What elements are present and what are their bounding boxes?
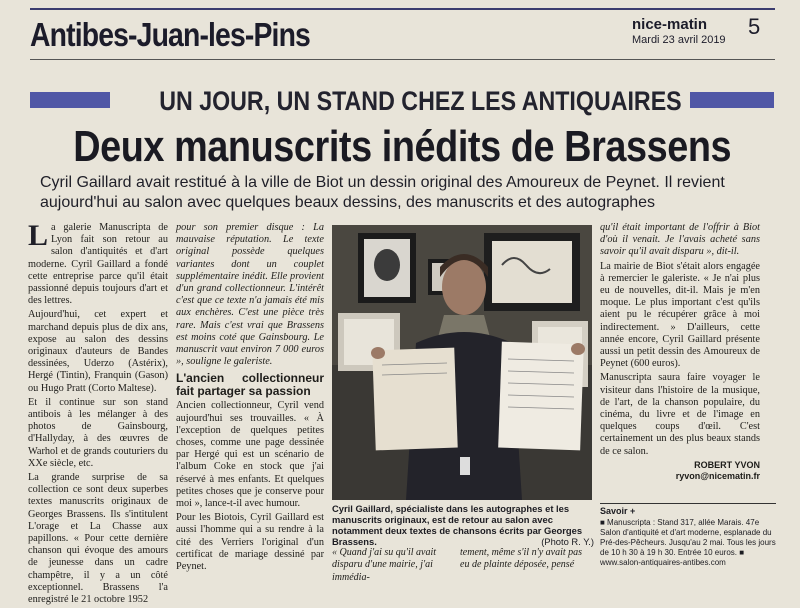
info-box-text: ■ Manuscripta : Stand 317, allée Marais. 47e Salon d'antiquité et d'art moderne, esplanade du Pré-des-Pêcheurs. Jusqu'au 2 mai. Tous les jours de 10 h 30 à 19 h 30. Entrée 10 euros. ■ www.salon-antiquaires-antibes.com: [600, 518, 776, 567]
author-email[interactable]: ryvon@nicematin.fr: [675, 470, 760, 481]
photo-caption: [332, 503, 594, 547]
article-standfirst: Cyril Gaillard avait restitué à la ville de Biot un dessin original des Amoureux de Peynet. Il revient aujourd'hui au salon avec quelques beaux dessins, des manuscrits et des autographes: [40, 174, 725, 211]
paragraph: « Quand j'ai su qu'il avait disparu d'une mairie, j'ai immédia-: [332, 547, 436, 583]
author-name: ROBERT YVON: [694, 459, 760, 470]
article-kicker: UN JOUR, UN STAND CHEZ LES ANTIQUAIRES: [159, 86, 682, 116]
article-headline: Deux manuscrits inédits de Brassens: [73, 122, 732, 171]
paragraph: qu'il était important de l'offrir à Biot d'où il venait. Je l'avais acheté sans savoir qu'il avait disparu », dit-il.: [600, 222, 760, 258]
paragraph: Aujourd'hui, cet expert et marchand depuis plus de dix ans, expose au salon des dessins originaux d'auteurs de Bandes dessinées, Uderzo (Astérix), Hergé (Tintin), Franquin (Gason) ou Hugo Pratt (Corto Maltese).: [28, 309, 168, 394]
paragraph: Manuscripta saura faire voyager le visiteur dans l'histoire de la musique, de l'art, de la chanson populaire, du cinéma, du livre et de l'image en quelques coups d'œil. C'est certainement un des plus beaux stands de ce salon.: [600, 372, 760, 457]
kicker-bar-right: [690, 92, 774, 108]
section-title: Antibes-Juan-les-Pins: [30, 16, 310, 53]
paragraph: [28, 219, 168, 307]
newspaper-name: nice-matin: [632, 16, 708, 33]
paragraph: Et il continue sur son stand antibois à les mélanger à des photos de Gainsbourg, d'Hallyday, à des œuvres de Warhol et de grands couturiers du XXe siècle, etc.: [28, 396, 168, 469]
drop-cap: L: [28, 219, 49, 252]
paragraph: La grande surprise de sa collection ce sont deux superbes textes manuscrits originaux de Georges Brassens. Ils s'intitulent L'orage et La Chasse aux papillons. « Pour cette dernière chanson qui évoque des amours de jeunesse dans un cadre champêtre, il y a un côté exceptionnel. Brassens l'a enregistré le 21 octobre 1952: [28, 472, 168, 606]
top-rule: [30, 8, 775, 10]
article-subhead: L'ancien collectionneur fait partager sa passion: [176, 371, 324, 399]
paragraph-text: a galerie Manuscripta de Lyon fait son retour au salon d'antiquités et d'art moderne. Cyril Gaillard a fondé cette entreprise parce qu'il était passionné depuis toujours d'art et des lettres.: [28, 222, 168, 307]
issue-date: Mardi 23 avril 2019: [632, 34, 726, 46]
article-photo: [332, 225, 592, 500]
article-column-1: [28, 219, 168, 608]
paragraph: Pour les Biotois, Cyril Gaillard est aussi l'homme qui a su rendre à la cité des Verriers l'original d'un certificat de mariage dessiné par Peynet.: [176, 512, 324, 573]
page-number: 5: [748, 14, 761, 39]
kicker-bar-left: [30, 92, 110, 108]
article-column-3: [600, 222, 760, 482]
header-rule: [30, 59, 775, 60]
info-box-title: Savoir +: [600, 506, 636, 516]
paragraph: La mairie de Biot s'était alors engagée à remercier le galeriste. « Je n'ai plus eu de nouvelles, dit-il. Mais je m'en moque. Le plus important c'est qu'ils aient pu le récupérer grâce à moi indirectement. » D'ailleurs, cette année encore, Cyril Gaillard présente aussi un petit dessin des Amoureux de Peynet (600 euros).: [600, 260, 760, 370]
photo-illustration: [332, 225, 592, 500]
paragraph: pour son premier disque : La mauvaise réputation. Le texte original possède quelques variantes dont un couplet supplémentaire inédit. Elle provient d'un grand collectionneur. L'intérêt c'est que ce texte n'a jamais été mis aux enchères. C'est une pièce très rare. Mais c'est vrai que Brassens est moins coté que Gainsbourg. Le manuscrit vaut environ 7 000 euros », souligne le galeriste.: [176, 222, 324, 368]
photo-credit: (Photo R. Y.): [541, 536, 594, 547]
article-column-2: [176, 222, 324, 575]
paragraph: Ancien collectionneur, Cyril vend aujourd'hui ses trouvailles. « À l'exception de quelques petites choses, comme une page dessinée par Hergé qui est un scénario de l'album Coke en stock que j'ai réservé à mes enfants. Et quelques petites choses que je conserve pour moi », lance-t-il avec humour.: [176, 400, 324, 510]
caption-text: Cyril Gaillard, spécialiste dans les autographes et les manuscrits originaux, est de retour au salon avec notamment deux textes de chansons écrits par Georges Brassens.: [332, 503, 583, 547]
info-box: [600, 503, 776, 594]
paragraph: tement, même s'il n'y avait pas eu de plainte déposée, pensé: [460, 547, 583, 571]
